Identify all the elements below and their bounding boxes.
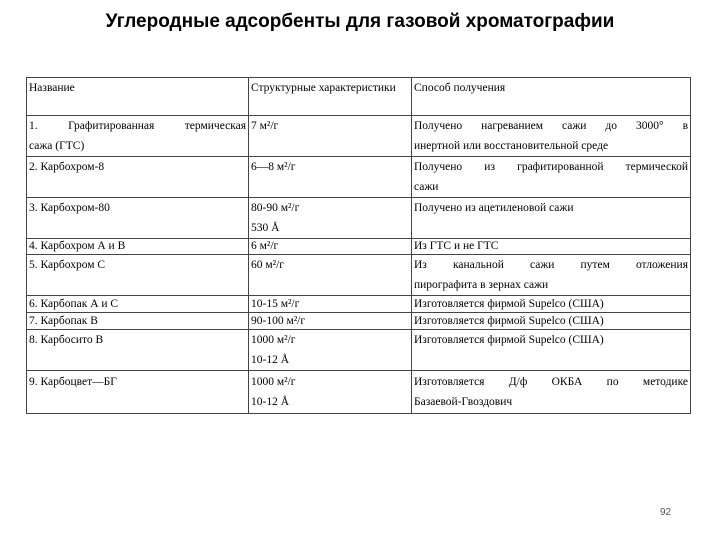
cell-structure: 6—8 м²/г: [249, 157, 412, 198]
adsorbents-table: [26, 77, 691, 414]
cell-name: 2. Карбохром-8: [27, 157, 249, 198]
cell-structure: 10-15 м²/г: [249, 296, 412, 313]
cell-name: 8. Карбосито В: [27, 330, 249, 371]
slide-title: Углеродные адсорбенты для газовой хроматографии: [105, 11, 615, 32]
table-header-row: [27, 78, 691, 116]
cell-method-line: Изготовляется Д/ф ОКБА по методике: [414, 376, 688, 388]
cell-name: 6. Карбопак А и С: [27, 296, 249, 313]
cell-method-line: Получено из графитированной термической: [414, 161, 688, 173]
cell-method: Изготовляется фирмой Supelco (США): [412, 296, 691, 313]
table-row: [27, 116, 691, 157]
cell-method: [412, 255, 691, 296]
table-row: [27, 330, 691, 371]
cell-structure: 1000 м²/г 10-12 Å: [249, 371, 412, 414]
cell-name-line: сажа (ГТС): [29, 140, 85, 152]
table-row: [27, 296, 691, 313]
cell-name: 7. Карбопак В: [27, 313, 249, 330]
cell-method-line: инертной или восстановительной среде: [414, 140, 609, 152]
cell-method-line: Получено нагреванием сажи до 3000° в: [414, 120, 688, 132]
cell-name: 3. Карбохром-80: [27, 198, 249, 239]
cell-method: Получено из ацетиленовой сажи: [412, 198, 691, 239]
table-row: [27, 255, 691, 296]
table-row: [27, 198, 691, 239]
cell-structure: 90-100 м²/г: [249, 313, 412, 330]
cell-structure: 7 м²/г: [249, 116, 412, 157]
header-name: Название: [27, 78, 249, 116]
cell-name-line: 1. Графитированная термическая: [29, 120, 246, 132]
cell-method-line: Из канальной сажи путем отложения: [414, 259, 688, 271]
cell-name: 5. Карбохром С: [27, 255, 249, 296]
table-row: [27, 157, 691, 198]
cell-structure: 6 м²/г: [249, 239, 412, 255]
cell-method-line: сажи: [414, 181, 439, 193]
cell-method-line: пирографита в зернах сажи: [414, 279, 549, 291]
cell-method: Изготовляется фирмой Supelco (США): [412, 313, 691, 330]
cell-structure: 1000 м²/г 10-12 Å: [249, 330, 412, 371]
cell-name: [27, 116, 249, 157]
cell-method-line: Базаевой-Гвоздович: [414, 396, 513, 408]
page-number: 92: [660, 507, 672, 518]
cell-method: Из ГТС и не ГТС: [412, 239, 691, 255]
cell-structure: 60 м²/г: [249, 255, 412, 296]
header-structure: Структурные характеристики: [249, 78, 412, 116]
cell-name: 9. Карбоцвет—БГ: [27, 371, 249, 414]
cell-name: 4. Карбохром А и В: [27, 239, 249, 255]
cell-method: [412, 116, 691, 157]
table-row: [27, 239, 691, 255]
table-row: [27, 313, 691, 330]
cell-method: [412, 371, 691, 414]
cell-structure: 80-90 м²/г 530 Å: [249, 198, 412, 239]
cell-method: Изготовляется фирмой Supelco (США): [412, 330, 691, 371]
header-method: Способ получения: [412, 78, 691, 116]
cell-method: [412, 157, 691, 198]
table-row: [27, 371, 691, 414]
